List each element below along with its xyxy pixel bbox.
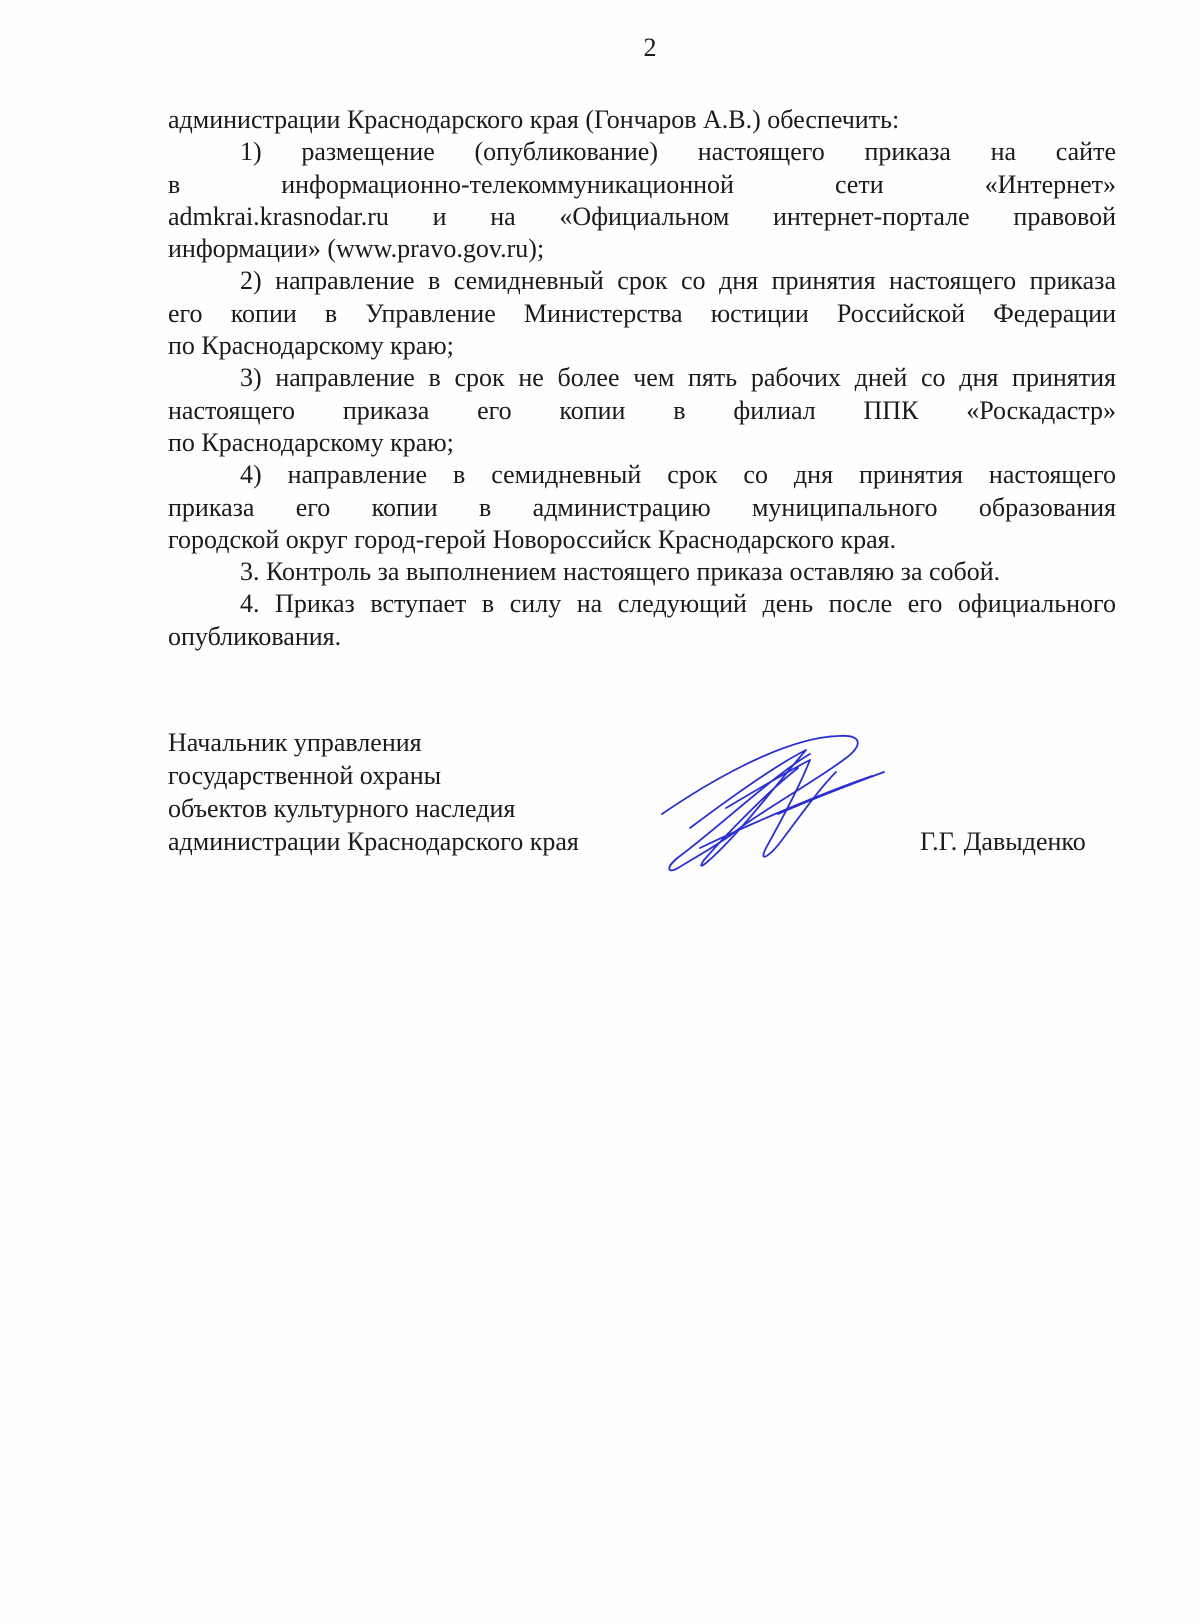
text-line: 4) направление в семидневный срок со дня принятия настоящего: [240, 460, 1116, 490]
page-number: 2: [643, 33, 657, 62]
signatory-title: [168, 726, 579, 858]
text-line: по Краснодарскому краю;: [168, 427, 454, 457]
text-line: admkrai.krasnodar.ru и на «Официальном интернет-портале правовой: [168, 201, 1116, 231]
text-line: приказа его копии в администрацию муниципального образования: [168, 492, 1116, 522]
text-line: 3. Контроль за выполнением настоящего приказа оставляю за собой.: [240, 557, 1001, 587]
text-line: администрации Краснодарского края (Гончаров А.В.) обеспечить:: [168, 105, 900, 134]
signatory-title-line: администрации Краснодарского края: [168, 827, 579, 856]
signatory-title-line: объектов культурного наследия: [168, 794, 516, 823]
text-line: в информационно-телекоммуникационной сети «Интернет»: [168, 169, 1116, 199]
signatory-title-line: Начальник управления: [168, 728, 422, 757]
signatory-title-line: государственной охраны: [168, 761, 442, 790]
text-line: по Краснодарскому краю;: [168, 331, 454, 361]
text-line: настоящего приказа его копии в филиал ППК «Роскадастр»: [168, 395, 1116, 425]
text-line: городской округ город-герой Новороссийск Краснодарского края.: [168, 524, 897, 554]
text-line: 4. Приказ вступает в силу на следующий день после его официального: [240, 589, 1116, 619]
handwritten-signature: [660, 728, 920, 878]
text-line: 3) направление в срок не более чем пять рабочих дней со дня принятия: [240, 363, 1116, 393]
text-line: его копии в Управление Министерства юстиции Российской Федерации: [168, 298, 1116, 328]
text-line: 2) направление в семидневный срок со дня принятия настоящего приказа: [240, 266, 1116, 296]
document-body: [168, 104, 1116, 653]
text-line: 1) размещение (опубликование) настоящего приказа на сайте: [240, 137, 1116, 167]
text-line: опубликования.: [168, 621, 342, 651]
text-line: информации» (www.pravo.gov.ru);: [168, 234, 545, 264]
signatory-name: Г.Г. Давыденко: [920, 827, 1086, 856]
